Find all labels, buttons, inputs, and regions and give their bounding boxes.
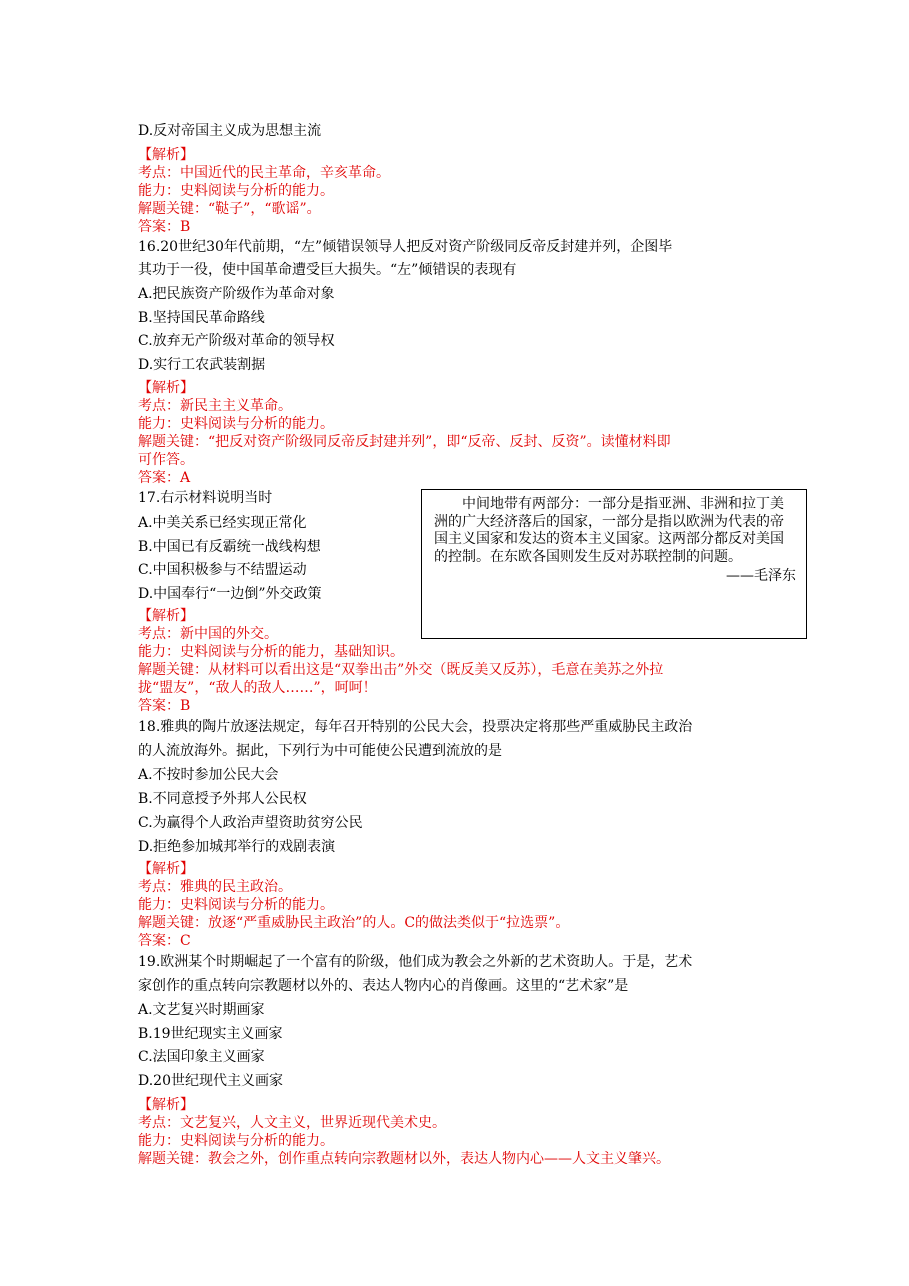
q16-answer: 答案：A: [138, 470, 191, 486]
q18-option-b: B.不同意授予外邦人公民权: [138, 791, 307, 807]
q17-key-line2: 拢“盟友”，“敌人的敌人……”，呵呵！: [138, 680, 377, 696]
q18-stem-line2: 的人流放海外。据此，下列行为中可能使公民遭到流放的是: [138, 743, 502, 759]
q16-option-c: C.放弃无产阶级对革命的领导权: [138, 333, 335, 349]
q19-option-a: A.文艺复兴时期画家: [138, 1002, 265, 1018]
q19-option-d: D.20世纪现代主义画家: [138, 1073, 283, 1089]
q15-point: 考点：中国近代的民主革命，辛亥革命。: [138, 165, 390, 181]
q17-option-b: B.中国已有反霸统一战线构想: [138, 539, 321, 555]
material-quote-text: 中间地带有两部分：一部分是指亚洲、非洲和拉丁美洲的广大经济落后的国家，一部分是指以欧洲为代表的帝国主义国家和发达的资本主义国家。这两部分都反对美国的控制。在东欧各国则发生反对苏联控制的问题。: [434, 496, 784, 565]
q19-point: 考点：文艺复兴，人文主义，世界近现代美术史。: [138, 1115, 446, 1131]
q16-option-a: A.把民族资产阶级作为革命对象: [138, 286, 335, 302]
material-quote-box: [421, 489, 807, 639]
q16-analysis-head: 【解析】: [138, 380, 194, 396]
q17-answer: 答案：B: [138, 698, 191, 714]
q17-stem: 17.右示材料说明当时: [138, 490, 273, 506]
q17-ability: 能力：史料阅读与分析的能力，基础知识。: [138, 644, 404, 660]
q18-option-c: C.为赢得个人政治声望资助贫穷公民: [138, 815, 363, 831]
q16-key-line1: 解题关键：“把反对资产阶级同反帝反封建并列”，即“反帝、反封、反资”。读懂材料即: [138, 434, 671, 450]
q16-option-d: D.实行工农武装割据: [138, 357, 266, 373]
q16-key-line2: 可作答。: [138, 452, 194, 468]
q17-option-a: A.中美关系已经实现正常化: [138, 515, 307, 531]
q16-stem-line2: 其功于一役，使中国革命遭受巨大损失。“左”倾错误的表现有: [138, 262, 517, 278]
q19-stem-line2: 家创作的重点转向宗教题材以外的、表达人物内心的肖像画。这里的“艺术家”是: [138, 978, 629, 994]
q16-ability: 能力：史料阅读与分析的能力。: [138, 416, 334, 432]
q18-option-a: A.不按时参加公民大会: [138, 767, 279, 783]
q16-option-b: B.坚持国民革命路线: [138, 310, 265, 326]
q18-key: 解题关键：放逐“严重威胁民主政治”的人。C的做法类似于“拉选票”。: [138, 915, 570, 931]
q15-answer: 答案：B: [138, 219, 191, 235]
q18-analysis-head: 【解析】: [138, 861, 194, 877]
q15-analysis-head: 【解析】: [138, 147, 194, 163]
q19-option-c: C.法国印象主义画家: [138, 1049, 265, 1065]
q18-point: 考点：雅典的民主政治。: [138, 879, 292, 895]
q17-option-c: C.中国积极参与不结盟运动: [138, 562, 307, 578]
q18-answer: 答案：C: [138, 933, 191, 949]
q18-option-d: D.拒绝参加城邦举行的戏剧表演: [138, 839, 336, 855]
q17-point: 考点：新中国的外交。: [138, 626, 278, 642]
q19-key: 解题关键：教会之外，创作重点转向宗教题材以外，表达人物内心——人文主义肇兴。: [138, 1151, 670, 1167]
q19-stem-line1: 19.欧洲某个时期崛起了一个富有的阶级，他们成为教会之外新的艺术资助人。于是，艺术: [138, 954, 693, 970]
q17-analysis-head: 【解析】: [138, 608, 194, 624]
q19-analysis-head: 【解析】: [138, 1097, 194, 1113]
q19-option-b: B.19世纪现实主义画家: [138, 1026, 283, 1042]
q16-point: 考点：新民主主义革命。: [138, 398, 292, 414]
material-quote-author: ——毛泽东: [726, 568, 796, 584]
q16-stem-line1: 16.20世纪30年代前期，“左”倾错误领导人把反对资产阶级同反帝反封建并列，企图毕: [138, 239, 673, 255]
q18-ability: 能力：史料阅读与分析的能力。: [138, 897, 334, 913]
q15-ability: 能力：史料阅读与分析的能力。: [138, 183, 334, 199]
q17-key-line1: 解题关键：从材料可以看出这是“双拳出击”外交（既反美又反苏），毛意在美苏之外拉: [138, 662, 664, 678]
q19-ability: 能力：史料阅读与分析的能力。: [138, 1133, 334, 1149]
q17-option-d: D.中国奉行“一边倒”外交政策: [138, 586, 322, 602]
q15-option-d: D.反对帝国主义成为思想主流: [138, 123, 322, 139]
q18-stem-line1: 18.雅典的陶片放逐法规定，每年召开特别的公民大会，投票决定将那些严重威胁民主政治: [138, 719, 693, 735]
q15-key: 解题关键：“鞑子”，“歌谣”。: [138, 201, 321, 217]
